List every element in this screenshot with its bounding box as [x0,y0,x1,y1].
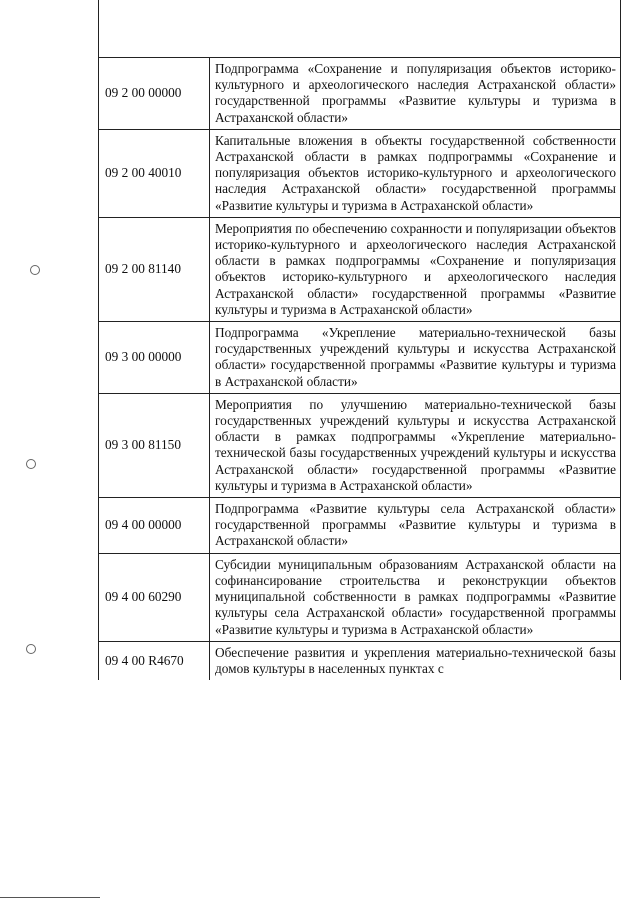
punch-hole-icon [26,459,36,469]
punch-hole-icon [30,265,40,275]
row-description: Подпрограмма «Укрепление материально-технической базы государственных учреждений культуры и искусства Астраханской области» государственной программы «Развитие культуры и туризма в Астраханской области» [210,322,621,394]
footer-rule [0,897,100,898]
table-row [99,322,621,394]
row-code: 09 2 00 81140 [99,217,210,321]
punch-hole-icon [26,644,36,654]
budget-classification-table [98,57,621,680]
row-code: 09 2 00 00000 [99,58,210,130]
row-description: Подпрограмма «Сохранение и популяризация объектов историко-культурного и археологического наследия Астраханской области» государственной программы «Развитие культуры и туризма в Астраханской области» [210,58,621,130]
table-row [99,553,621,641]
table-left-border-top [98,0,99,58]
row-code: 09 4 00 00000 [99,498,210,554]
row-description: Мероприятия по улучшению материально-технической базы государственных учреждений культуры и искусства Астраханской области в рамках подпрограммы «Укрепление материально-технической базы государственных учреждений культуры и искусства Астраханской области» государственной программы «Развитие культуры и туризма в Астраханской области» [210,393,621,497]
row-code: 09 4 00 60290 [99,553,210,641]
row-description: Подпрограмма «Развитие культуры села Астраханской области» государственной программы «Развитие культуры и туризма в Астраханской области» [210,498,621,554]
table-row [99,217,621,321]
table-right-border-top [620,0,621,58]
row-description: Обеспечение развития и укрепления материально-технической базы домов культуры в населенных пунктах с [210,641,621,680]
row-description: Субсидии муниципальным образованиям Астраханской области на софинансирование строительства и реконструкции объектов муниципальной собственности в рамках подпрограммы «Развитие культуры села Астраханской области» государственной программы «Развитие культуры и туризма в Астраханской области» [210,553,621,641]
table-row [99,641,621,680]
table-row [99,129,621,217]
row-code: 09 3 00 00000 [99,322,210,394]
row-description: Капитальные вложения в объекты государственной собственности Астраханской области в рамках подпрограммы «Сохранение и популяризация объектов историко-культурного и археологического наследия Астраханской области» государственной программы «Развитие культуры и туризма в Астраханской области» [210,129,621,217]
row-code: 09 3 00 81150 [99,393,210,497]
row-description: Мероприятия по обеспечению сохранности и популяризации объектов историко-культурного и археологического наследия Астраханской области в рамках подпрограммы «Сохранение и популяризация объектов историко-культурного и археологического наследия Астраханской области» государственной программы «Развитие культуры и туризма в Астраханской области» [210,217,621,321]
table-row [99,393,621,497]
row-code: 09 2 00 40010 [99,129,210,217]
table-row [99,58,621,130]
table-row [99,498,621,554]
row-code: 09 4 00 R4670 [99,641,210,680]
